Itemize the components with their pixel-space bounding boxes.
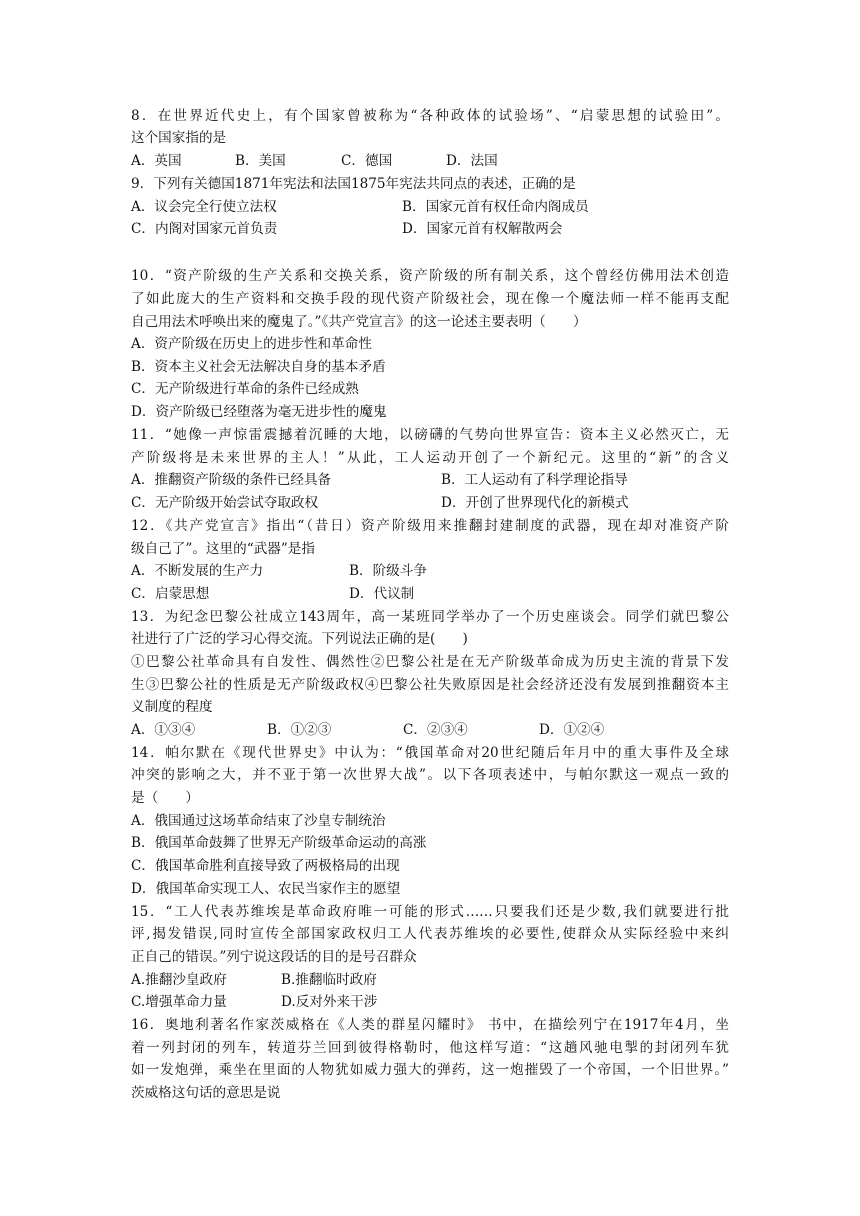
q8-option-b: B．美国 [235,153,286,169]
q13-stem-line4: 生③巴黎公社的性质是无产阶级政权④巴黎公社失败原因是社会经济还没有发展到推翻资本主 [131,677,729,693]
q10-option-a: A．资产阶级在历史上的进步性和革命性 [131,336,372,352]
q8-option-c: C．德国 [341,153,393,169]
q14-stem-line1: 14．帕尔默在《现代世界史》中认为：“俄国革命对20世纪随后年月中的重大事件及全球 [131,745,729,761]
q15-option-c: C.增强革命力量 [131,994,227,1010]
q10-stem-line2: 了如此庞大的生产资料和交换手段的现代资产阶级社会，现在像一个魔法师一样不能再支配 [131,291,729,307]
q15-stem-line2: 评,揭发错误,同时宣传全部国家政权归工人代表苏维埃的必要性,使群众从实际经验中来纠 [131,926,729,942]
q8-stem-line1: 8．在世界近代史上，有个国家曾被称为“各种政体的试验场”、“启蒙思想的试验田”。 [131,108,729,124]
q12-option-c: C．启蒙思想 [131,586,210,602]
q15-option-d: D.反对外来干涉 [281,994,378,1010]
q10-option-d: D．资产阶级已经堕落为毫无进步性的魔鬼 [131,404,387,420]
q9-option-b: B．国家元首有权任命内阁成员 [402,199,589,215]
q14-option-a: A．俄国通过这场革命结束了沙皇专制统治 [131,813,386,829]
q11-option-d: D．开创了世界现代化的新模式 [441,495,629,511]
q8-option-d: D．法国 [446,153,498,169]
q11-option-c: C．无产阶级开始尝试夺取政权 [131,495,319,511]
q11-stem-line1: 11．“她像一声惊雷震撼着沉睡的大地，以磅礴的气势向世界宣告：资本主义必然灭亡，无 [131,427,729,443]
q15-stem-line3: 正自己的错误。”列宁说这段话的目的是号召群众 [131,949,417,965]
q15-option-b: B.推翻临时政府 [281,972,377,988]
q15-stem-line1: 15．“工人代表苏维埃是革命政府唯一可能的形式……只要我们还是少数,我们就要进行批 [131,904,729,920]
q13-stem-line3: ①巴黎公社革命具有自发性、偶然性②巴黎公社是在无产阶级革命成为历史主流的背景下发 [131,654,729,670]
q16-stem-line1: 16．奥地利著名作家茨威格在《人类的群星闪耀时》 书中，在描绘列宁在1917年4月，坐 [131,1017,729,1033]
q14-option-b: B．俄国革命鼓舞了世界无产阶级革命运动的高涨 [131,835,427,851]
q16-stem-line3: 如一发炮弹，乘坐在里面的人物犹如威力强大的弹药，这一炮摧毁了一个帝国，一个旧世界。” [131,1062,729,1078]
q10-stem-line3: 自己用法术呼唤出来的魔鬼了。”《共产党宣言》的这一论述主要表明（ ） [131,314,587,330]
q13-stem-line2: 社进行了广泛的学习心得交流。下列说法正确的是( ) [131,631,468,647]
q8-option-a: A．英国 [131,153,182,169]
q9-option-a: A．议会完全行使立法权 [131,199,277,215]
q14-stem-line2: 冲突的影响之大，并不亚于第一次世界大战”。以下各项表述中，与帕尔默这一观点一致的 [131,767,729,783]
q14-option-d: D．俄国革命实现工人、农民当家作主的愿望 [131,881,401,897]
q12-stem-line2: 级自己了”。这里的“武器”是指 [131,541,315,557]
q12-stem-line1: 12．《共产党宣言》指出“（昔日）资产阶级用来推翻封建制度的武器，现在却对准资产阶 [131,518,729,534]
q12-option-b: B．阶级斗争 [349,563,427,579]
q13-stem-line5: 义制度的程度 [131,699,213,715]
q13-option-a: A．①③④ [131,722,196,738]
q9-option-c: C．内阁对国家元首负责 [131,221,278,237]
q16-stem-line4: 茨威格这句话的意思是说 [131,1085,281,1101]
q13-option-c: C．②③④ [403,722,468,738]
q14-stem-line3: 是（ ） [131,790,199,806]
q10-stem-line1: 10．“资产阶级的生产关系和交换关系，资产阶级的所有制关系，这个曾经仿佛用法术创造 [131,268,729,284]
q10-option-c: C．无产阶级进行革命的条件已经成熟 [131,381,359,397]
q11-option-b: B．工人运动有了科学理论指导 [441,472,628,488]
q14-option-c: C．俄国革命胜利直接导致了两极格局的出现 [131,858,400,874]
q13-option-b: B．①②③ [267,722,332,738]
q12-option-a: A．不断发展的生产力 [131,563,264,579]
q9-option-d: D．国家元首有权解散两会 [402,221,563,237]
q10-option-b: B．资本主义社会无法解决自身的基本矛盾 [131,359,386,375]
q8-stem-line2: 这个国家指的是 [131,130,227,146]
q13-option-d: D．①②④ [539,722,605,738]
q13-stem-line1: 13．为纪念巴黎公社成立143周年，高一某班同学举办了一个历史座谈会。同学们就巴黎公 [131,609,729,625]
q9-stem-line1: 9．下列有关德国1871年宪法和法国1875年宪法共同点的表述，正确的是 [131,176,576,192]
q11-stem-line2: 产阶级将是未来世界的主人！”从此，工人运动开创了一个新纪元。这里的“新”的含义 [131,450,729,466]
q15-option-a: A.推翻沙皇政府 [131,972,227,988]
q16-stem-line2: 着一列封闭的列车，转道芬兰回到彼得格勒时，他这样写道：“这趟风驰电掣的封闭列车犹 [131,1040,729,1056]
q11-option-a: A．推翻资产阶级的条件已经具备 [131,472,332,488]
q12-option-d: D．代议制 [349,586,415,602]
